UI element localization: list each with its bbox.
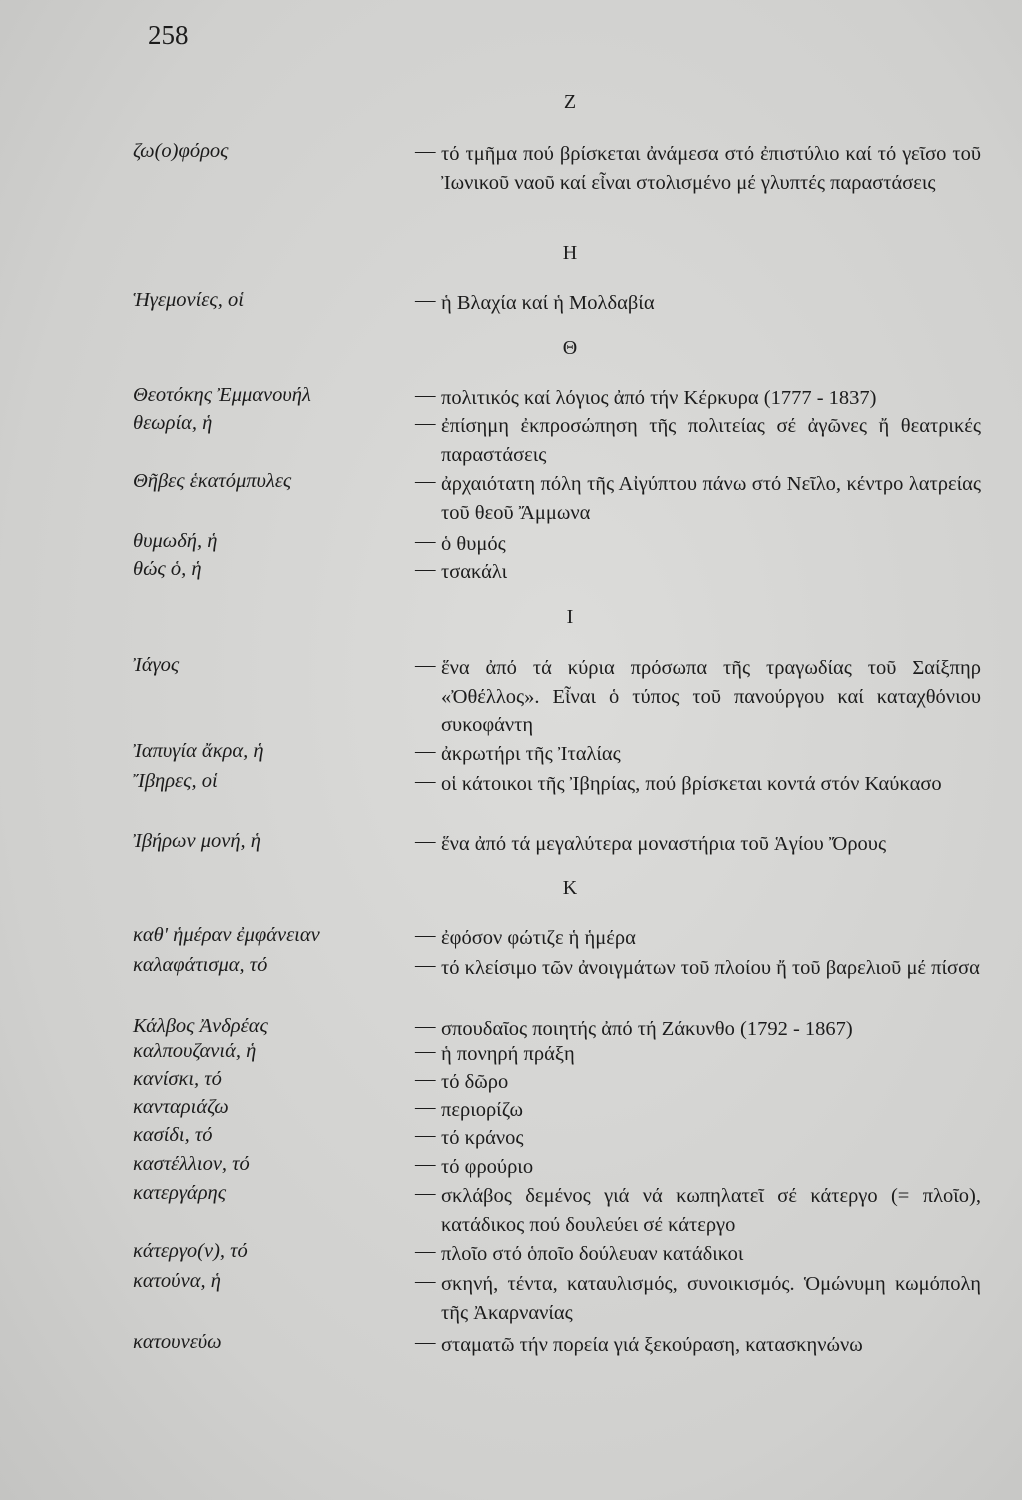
entry-term: καλαφάτισμα, τό — [133, 954, 268, 976]
entry-term: κασίδι, τό — [133, 1124, 213, 1146]
entry-dash: — — [415, 289, 436, 311]
entry-dash: — — [415, 1270, 436, 1292]
entry-definition: τό κράνος — [441, 1127, 524, 1149]
entry-dash: — — [415, 412, 436, 434]
entry-dash: — — [415, 530, 436, 552]
entry-dash: — — [415, 1331, 436, 1353]
section-letter-z: Z — [563, 91, 577, 113]
entry-dash: — — [415, 924, 436, 946]
entry-term: καθ' ἡμέραν ἐμφάνειαν — [133, 924, 320, 946]
entry-term: Ἰβήρων μονή, ἡ — [133, 830, 261, 852]
entry-definition: ἡ πονηρή πράξη — [441, 1043, 575, 1065]
entry-term: Ἴβηρες, οἱ — [133, 770, 218, 792]
entry-definition: σκλάβος δεμένος γιά νά κωπηλατεῖ σέ κάτεργο (= πλοῖο), κατάδικος πού δουλεύει σέ κάτεργο — [441, 1185, 981, 1236]
entry-term: Κάλβος Ἀνδρέας — [133, 1015, 268, 1037]
section-letter-theta: Θ — [562, 337, 578, 359]
entry-definition: ἕνα ἀπό τά κύρια πρόσωπα τῆς τραγωδίας τοῦ Σαίξπηρ «Ὀθέλλος». Εἶναι ὁ τύπος τοῦ πανούργου καί καταχθόνιου συκοφάντη — [441, 657, 981, 736]
entry-dash: — — [415, 1040, 436, 1062]
entry-dash: — — [415, 1182, 436, 1204]
section-letter-i: I — [566, 606, 574, 628]
entry-definition: ἕνα ἀπό τά μεγαλύτερα μοναστήρια τοῦ Ἁγίου Ὄρους — [441, 833, 887, 855]
entry-definition: σταματῶ τήν πορεία γιά ξεκούραση, κατασκηνώνω — [441, 1334, 863, 1356]
entry-definition: τό κλείσιμο τῶν ἀνοιγμάτων τοῦ πλοίου ἤ τοῦ βαρελιοῦ μέ πίσσα — [441, 957, 980, 979]
entry-definition: ἀρχαιότατη πόλη τῆς Αἰγύπτου πάνω στό Νεῖλο, κέντρο λατρείας τοῦ θεοῦ Ἄμμωνα — [441, 473, 981, 524]
entry-definition: ἐφόσον φώτιζε ἡ ἡμέρα — [441, 927, 636, 949]
page-number: 258 — [148, 20, 189, 50]
entry-dash: — — [415, 954, 436, 976]
entry-term: καλπουζανιά, ἡ — [133, 1040, 257, 1062]
entry-term: ζω(ο)φόρος — [133, 140, 229, 162]
entry-dash: — — [415, 740, 436, 762]
entry-definition: τσακάλι — [441, 561, 508, 583]
entry-term: καστέλλιον, τό — [133, 1153, 250, 1175]
entry-definition: τό δῶρο — [441, 1071, 509, 1093]
entry-dash: — — [415, 558, 436, 580]
entry-definition: πολιτικός καί λόγιος ἀπό τήν Κέρκυρα (1777 - 1837) — [441, 387, 877, 409]
entry-dash: — — [415, 140, 436, 162]
entry-dash: — — [415, 470, 436, 492]
entry-definition: ἐπίσημη ἐκπροσώπηση τῆς πολιτείας σέ ἀγῶνες ἤ θεατρικές παραστάσεις — [441, 415, 981, 466]
entry-definition: ἀκρωτήρι τῆς Ἰταλίας — [441, 743, 621, 765]
entry-term: Θεοτόκης Ἐμμανουήλ — [133, 384, 311, 406]
entry-definition: οἱ κάτοικοι τῆς Ἰβηρίας, πού βρίσκεται κοντά στόν Καύκασο — [441, 773, 942, 795]
section-letter-k: K — [562, 877, 578, 899]
entry-term: θεωρία, ἡ — [133, 412, 213, 434]
entry-dash: — — [415, 830, 436, 852]
entry-dash: — — [415, 384, 436, 406]
entry-dash: — — [415, 1124, 436, 1146]
entry-definition: ὁ θυμός — [441, 533, 506, 555]
entry-dash: — — [415, 1153, 436, 1175]
entry-definition: περιορίζω — [441, 1099, 523, 1121]
entry-term: κάτεργο(ν), τό — [133, 1240, 248, 1262]
entry-definition: πλοῖο στό ὁποῖο δούλευαν κατάδικοι — [441, 1243, 744, 1265]
entry-dash: — — [415, 770, 436, 792]
entry-dash: — — [415, 1240, 436, 1262]
entry-term: θυμωδή, ἡ — [133, 530, 218, 552]
entry-term: κατούνα, ἡ — [133, 1270, 221, 1292]
entry-term: Ἰάγος — [133, 654, 180, 676]
entry-term: κατεργάρης — [133, 1182, 227, 1204]
entry-definition: σπουδαῖος ποιητής ἀπό τή Ζάκυνθο (1792 - 1867) — [441, 1018, 853, 1040]
entry-term: κατουνεύω — [133, 1331, 222, 1353]
entry-term: κανίσκι, τό — [133, 1068, 222, 1090]
entry-term: Ἡγεμονίες, οἱ — [133, 289, 244, 311]
entry-term: κανταριάζω — [133, 1096, 229, 1118]
entry-dash: — — [415, 1096, 436, 1118]
entry-definition: σκηνή, τέντα, καταυλισμός, συνοικισμός. Ὁμώνυμη κωμόπολη τῆς Ἀκαρνανίας — [441, 1273, 981, 1324]
entry-term: Ἰαπυγία ἄκρα, ἡ — [133, 740, 264, 762]
entry-definition: τό φρούριο — [441, 1156, 534, 1178]
entry-definition: ἡ Βλαχία καί ἡ Μολδαβία — [441, 292, 655, 314]
entry-dash: — — [415, 654, 436, 676]
entry-term: Θῆβες ἑκατόμπυλες — [133, 470, 292, 492]
section-letter-h: H — [562, 242, 578, 264]
entry-term: θώς ὁ, ἡ — [133, 558, 202, 580]
entry-dash: — — [415, 1015, 436, 1037]
entry-definition: τό τμῆμα πού βρίσκεται ἀνάμεσα στό ἐπιστύλιο καί τό γεῖσο τοῦ Ἰωνικοῦ ναοῦ καί εἶναι στολισμένο μέ γλυπτές παραστάσεις — [441, 143, 981, 194]
entry-dash: — — [415, 1068, 436, 1090]
